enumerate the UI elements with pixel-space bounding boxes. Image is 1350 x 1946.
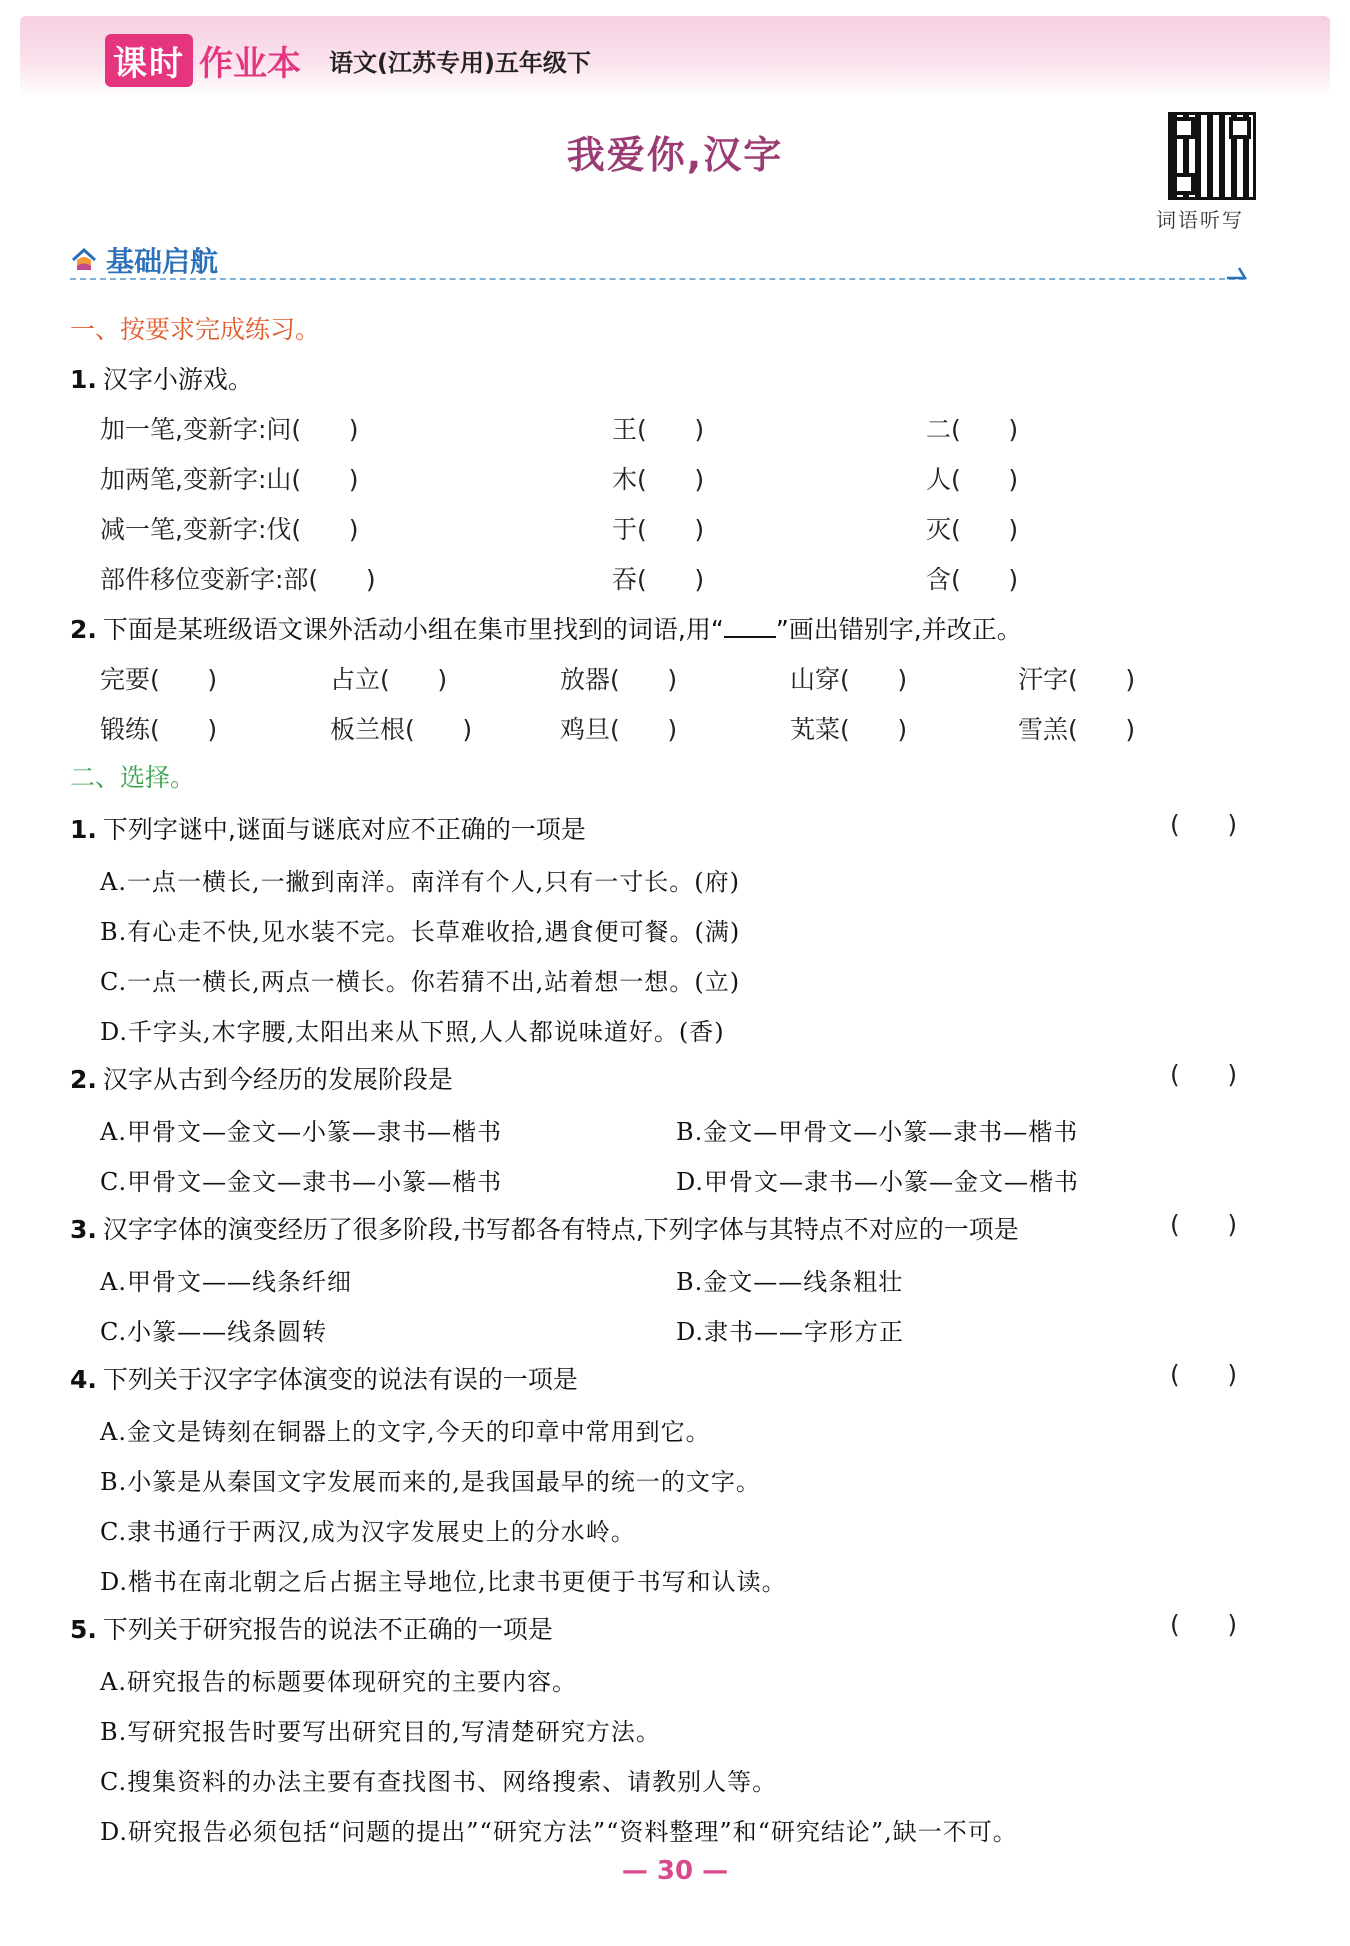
word-5: 汗字( ) [1018, 665, 1136, 694]
game-row-2-col-3: 人( ) [926, 465, 1019, 494]
question-text: 下列关于汉字字体演变的说法有误的一项是 [102, 1365, 578, 1394]
option-d: D.千字头,木字腰,太阳出来从下照,人人都说味道好。(香) [100, 1018, 725, 1046]
option-b: B.有心走不快,见水装不完。长草难收拾,遇食便可餐。(满) [100, 918, 741, 946]
game-row-3-col-1: 减一笔,变新字:伐( ) [100, 515, 359, 544]
word-7: 板兰根( ) [330, 715, 473, 744]
question-2-3 [70, 1210, 1019, 1246]
option-b: B.写研究报告时要写出研究目的,写清楚研究方法。 [100, 1718, 661, 1746]
question-text: 汉字小游戏。 [102, 365, 253, 394]
brand [105, 34, 591, 87]
question-2-1 [70, 810, 586, 846]
option-b: B.金文——线条粗壮 [676, 1268, 904, 1296]
answer-paren[interactable]: ( ) [1170, 1610, 1238, 1639]
question-text: 下列字谜中,谜面与谜底对应不正确的一项是 [102, 815, 586, 844]
option-a: A.研究报告的标题要体现研究的主要内容。 [100, 1668, 577, 1696]
answer-paren[interactable]: ( ) [1170, 1060, 1238, 1089]
page-title: 我爱你,汉字 [566, 133, 784, 177]
question-2-2 [70, 1060, 453, 1096]
word-2: 占立( ) [330, 665, 448, 694]
arrow-icon [1225, 262, 1249, 280]
option-a: A.金文是铸刻在铜器上的文字,今天的印章中常用到它。 [100, 1418, 711, 1446]
option-c: C.隶书通行于两汉,成为汉字发展史上的分水岭。 [100, 1518, 636, 1546]
question-number: 2. [70, 615, 97, 644]
question-number: 4. [70, 1365, 97, 1394]
answer-paren[interactable]: ( ) [1170, 810, 1238, 839]
option-b: B.金文—甲骨文—小篆—隶书—楷书 [676, 1118, 1079, 1146]
house-icon [70, 246, 98, 274]
page-number: — 30 — [621, 1856, 729, 1886]
question-number: 1. [70, 365, 97, 394]
game-row-4-col-1: 部件移位变新字:部( ) [100, 565, 376, 594]
option-d: D.隶书——字形方正 [676, 1318, 905, 1346]
book-title: 作业本 [199, 44, 301, 84]
game-row-1-col-2: 王( ) [612, 415, 705, 444]
option-d: D.甲骨文—隶书—小篆—金文—楷书 [676, 1168, 1080, 1196]
underline-blank [724, 636, 776, 638]
option-d: D.楷书在南北朝之后占据主导地位,比隶书更便于书写和认读。 [100, 1568, 787, 1596]
question-2-5 [70, 1610, 553, 1646]
question-text: 汉字从古到今经历的发展阶段是 [102, 1065, 453, 1094]
section-title: 基础启航 [106, 245, 219, 278]
word-9: 芄菜( ) [790, 715, 908, 744]
option-c: C.一点一横长,两点一横长。你若猜不出,站着想一想。(立) [100, 968, 741, 996]
option-b: B.小篆是从秦国文字发展而来的,是我国最早的统一的文字。 [100, 1468, 761, 1496]
word-10: 雪羔( ) [1018, 715, 1136, 744]
question-number: 5. [70, 1615, 97, 1644]
qr-code-icon[interactable] [1168, 112, 1256, 200]
question-text: 汉字字体的演变经历了很多阶段,书写都各有特点,下列字体与其特点不对应的一项是 [102, 1215, 1019, 1244]
question-text-before: 下面是某班级语文课外活动小组在集市里找到的词语,用“ [102, 615, 724, 644]
game-row-3-col-2: 于( ) [612, 515, 705, 544]
answer-paren[interactable]: ( ) [1170, 1360, 1238, 1389]
game-row-4-col-3: 含( ) [926, 565, 1019, 594]
game-row-1-col-1: 加一笔,变新字:问( ) [100, 415, 359, 444]
game-row-2-col-1: 加两笔,变新字:山( ) [100, 465, 359, 494]
option-c: C.小篆——线条圆转 [100, 1318, 328, 1346]
word-1: 完要( ) [100, 665, 218, 694]
game-row-3-col-3: 灭( ) [926, 515, 1019, 544]
part1-heading: 一、按要求完成练习。 [70, 315, 321, 344]
word-6: 锻练( ) [100, 715, 218, 744]
part2-heading: 二、选择。 [70, 763, 196, 792]
option-c: C.甲骨文—金文—隶书—小篆—楷书 [100, 1168, 503, 1196]
question-number: 1. [70, 815, 97, 844]
question-text-after: ”画出错别字,并改正。 [775, 615, 1022, 644]
option-a: A.甲骨文—金文—小篆—隶书—楷书 [100, 1118, 502, 1146]
word-4: 山穿( ) [790, 665, 908, 694]
subject-label: 语文(江苏专用)五年级下 [329, 49, 591, 77]
answer-paren[interactable]: ( ) [1170, 1210, 1238, 1239]
game-row-2-col-2: 木( ) [612, 465, 705, 494]
qr-label: 词语听写 [1156, 208, 1244, 232]
question-2-4 [70, 1360, 578, 1396]
option-c: C.搜集资料的办法主要有查找图书、网络搜索、请教别人等。 [100, 1768, 778, 1796]
question-number: 3. [70, 1215, 97, 1244]
word-8: 鸡旦( ) [560, 715, 678, 744]
question-text: 下列关于研究报告的说法不正确的一项是 [102, 1615, 553, 1644]
option-d: D.研究报告必须包括“问题的提出”“研究方法”“资料整理”和“研究结论”,缺一不可。 [100, 1818, 1018, 1846]
game-row-1-col-3: 二( ) [926, 415, 1019, 444]
option-a: A.一点一横长,一撇到南洋。南洋有个人,只有一寸长。(府) [100, 868, 740, 896]
question-number: 2. [70, 1065, 97, 1094]
brand-logo: 课时 [105, 34, 193, 87]
game-row-4-col-2: 吞( ) [612, 565, 705, 594]
option-a: A.甲骨文——线条纤细 [100, 1268, 352, 1296]
question-1-2 [70, 610, 1022, 646]
section-heading [70, 240, 218, 280]
section-divider [70, 278, 1245, 280]
word-3: 放器( ) [560, 665, 678, 694]
question-1-1 [70, 360, 253, 396]
